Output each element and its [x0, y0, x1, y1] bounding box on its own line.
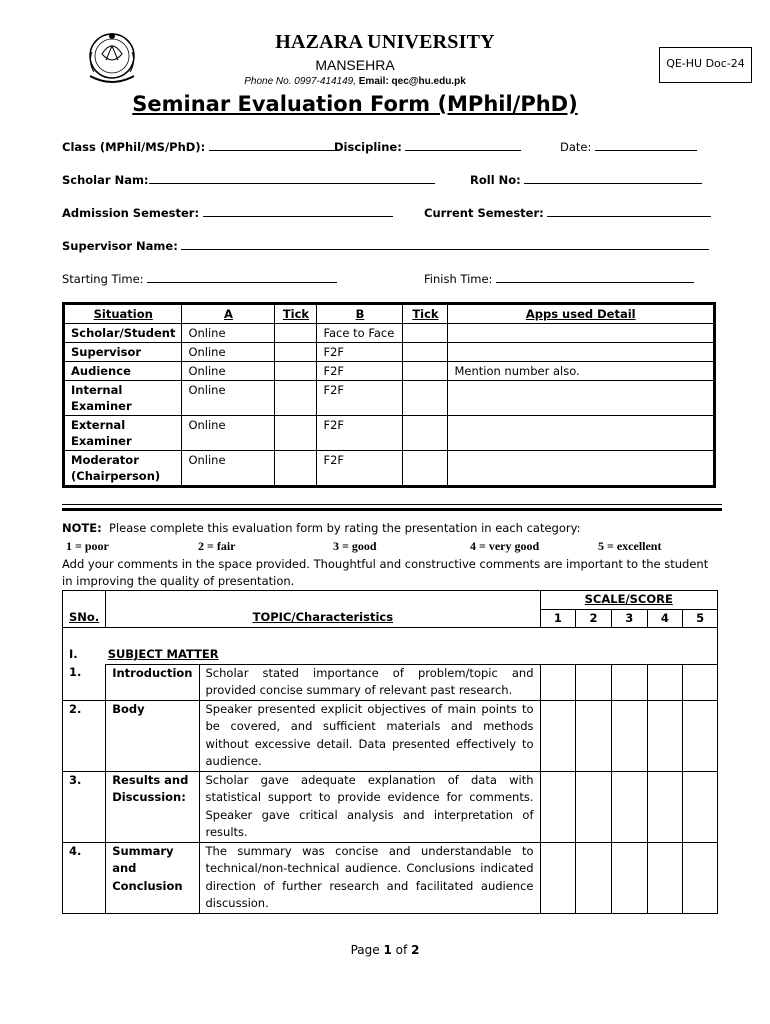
- option-a-cell: Online: [182, 343, 275, 362]
- table-row: [64, 362, 715, 381]
- header-tick-a: Tick: [275, 304, 317, 324]
- table-row: [63, 700, 718, 771]
- item-description: Scholar gave adequate explanation of data with statistical support to provide evidence for comments. Speaker gave critical analysis and interpretation of results.: [199, 771, 540, 842]
- score-cell-4[interactable]: [647, 771, 683, 842]
- score-cell-3[interactable]: [611, 842, 647, 913]
- class-blank[interactable]: [209, 139, 337, 151]
- tick-b-cell[interactable]: [403, 416, 448, 451]
- situation-table: [62, 302, 716, 488]
- apps-cell[interactable]: [448, 343, 715, 362]
- scholar-name-field[interactable]: [62, 172, 435, 187]
- situation-cell: External Examiner: [64, 416, 182, 451]
- item-name: Introduction: [106, 664, 199, 700]
- situation-cell: Supervisor: [64, 343, 182, 362]
- situation-cell: Moderator (Chairperson): [64, 451, 182, 487]
- finish-time-label: Finish Time:: [424, 272, 493, 286]
- divider-thin: [62, 504, 722, 505]
- item-number: 2.: [63, 700, 106, 771]
- tick-b-cell[interactable]: [403, 381, 448, 416]
- situation-cell: Scholar/Student: [64, 324, 182, 343]
- starting-time-field[interactable]: [62, 271, 337, 286]
- score-cell-1[interactable]: [540, 664, 576, 700]
- tick-b-cell[interactable]: [403, 343, 448, 362]
- option-a-cell: Online: [182, 362, 275, 381]
- university-city: MANSEHRA: [315, 57, 395, 73]
- score-cell-3[interactable]: [611, 664, 647, 700]
- date-blank[interactable]: [595, 139, 697, 151]
- admission-semester-blank[interactable]: [203, 205, 393, 217]
- header-tick-b: Tick: [403, 304, 448, 324]
- starting-time-blank[interactable]: [147, 271, 337, 283]
- score-cell-1[interactable]: [540, 842, 576, 913]
- note-text: Please complete this evaluation form by rating the presentation in each category:: [109, 521, 581, 535]
- note-line: [62, 521, 580, 535]
- page-total: 2: [411, 943, 420, 957]
- score-cell-5[interactable]: [683, 771, 718, 842]
- item-name: Results and Discussion:: [106, 771, 199, 842]
- apps-cell[interactable]: [448, 324, 715, 343]
- item-number: 3.: [63, 771, 106, 842]
- score-2-header: 2: [576, 609, 612, 628]
- university-name: HAZARA UNIVERSITY: [275, 31, 495, 53]
- discipline-field[interactable]: [334, 139, 521, 154]
- score-cell-3[interactable]: [611, 771, 647, 842]
- score-cell-5[interactable]: [683, 664, 718, 700]
- document-code-box: QE-HU Doc-24: [659, 47, 752, 83]
- table-row: [64, 416, 715, 451]
- option-a-cell: Online: [182, 451, 275, 487]
- tick-b-cell[interactable]: [403, 451, 448, 487]
- tick-a-cell[interactable]: [275, 381, 317, 416]
- finish-time-blank[interactable]: [496, 271, 694, 283]
- option-b-cell: F2F: [317, 451, 403, 487]
- item-name: Summary and Conclusion: [106, 842, 199, 913]
- score-cell-5[interactable]: [683, 842, 718, 913]
- item-description: Scholar stated importance of problem/topic and provided concise summary of relevant past research.: [199, 664, 540, 700]
- finish-time-field[interactable]: [424, 271, 694, 286]
- contact-line: [0, 76, 710, 87]
- discipline-label: Discipline:: [334, 140, 402, 154]
- topic-header: TOPIC/Characteristics: [252, 609, 394, 624]
- header-b: B: [317, 304, 403, 324]
- situation-cell: Audience: [64, 362, 182, 381]
- apps-cell[interactable]: [448, 451, 715, 487]
- supervisor-label: Supervisor Name:: [62, 239, 178, 253]
- item-number: 1.: [63, 664, 106, 700]
- table-row: [63, 771, 718, 842]
- phone-number: Phone No. 0997-414149,: [244, 76, 356, 87]
- class-label: Class (MPhil/MS/PhD):: [62, 140, 206, 154]
- option-b-cell: Face to Face: [317, 324, 403, 343]
- header-apps: Apps used Detail: [448, 304, 715, 324]
- option-b-cell: F2F: [317, 381, 403, 416]
- score-cell-2[interactable]: [576, 771, 612, 842]
- tick-a-cell[interactable]: [275, 451, 317, 487]
- scale-header: SCALE/SCORE: [584, 592, 673, 606]
- scale-header-cell: [540, 591, 717, 610]
- score-cell-2[interactable]: [576, 700, 612, 771]
- discipline-blank[interactable]: [405, 139, 521, 151]
- score-cell-5[interactable]: [683, 700, 718, 771]
- page-footer: [0, 943, 770, 957]
- class-field[interactable]: [62, 139, 337, 154]
- score-cell-3[interactable]: [611, 700, 647, 771]
- of-word: of: [395, 943, 408, 957]
- sno-header: SNo.: [69, 609, 100, 624]
- header-a: A: [182, 304, 275, 324]
- table-row: [63, 664, 718, 700]
- table-row: [64, 343, 715, 362]
- option-b-cell: F2F: [317, 416, 403, 451]
- scale-very-good: 4 = very good: [470, 539, 540, 553]
- situation-header-row: [64, 304, 715, 324]
- scholar-name-label: Scholar Nam:: [62, 173, 149, 187]
- section-title: SUBJECT MATTER: [107, 647, 219, 661]
- scale-good: 3 = good: [333, 539, 377, 553]
- divider-thick: [62, 508, 722, 511]
- section-title-cell: [106, 628, 718, 665]
- table-row: [64, 381, 715, 416]
- table-row: [64, 324, 715, 343]
- page-word: Page: [350, 943, 380, 957]
- note-label: NOTE:: [62, 521, 102, 535]
- option-a-cell: Online: [182, 381, 275, 416]
- score-cell-2[interactable]: [576, 842, 612, 913]
- score-3-header: 3: [611, 609, 647, 628]
- topic-header-cell: [106, 591, 540, 628]
- admission-semester-field[interactable]: [62, 205, 393, 220]
- table-row: [63, 842, 718, 913]
- scale-fair: 2 = fair: [198, 539, 236, 553]
- current-semester-field[interactable]: [424, 205, 711, 220]
- scholar-name-blank[interactable]: [149, 172, 435, 184]
- starting-time-label: Starting Time:: [62, 272, 144, 286]
- item-name: Body: [106, 700, 199, 771]
- date-field[interactable]: [560, 139, 697, 154]
- table-row: [64, 451, 715, 487]
- score-cell-2[interactable]: [576, 664, 612, 700]
- item-description: Speaker presented explicit objectives of main points to be covered, and sufficient materials and methods without excessive detail. Data presented effectively to audience.: [199, 700, 540, 771]
- roll-no-field[interactable]: [470, 172, 702, 187]
- option-a-cell: Online: [182, 324, 275, 343]
- tick-b-cell[interactable]: [403, 324, 448, 343]
- score-cell-4[interactable]: [647, 842, 683, 913]
- item-description: The summary was concise and understandable to technical/non-technical audience. Conclusions indicated direction of further research and facilitated audience discussion.: [199, 842, 540, 913]
- tick-b-cell[interactable]: [403, 362, 448, 381]
- apps-cell[interactable]: [448, 381, 715, 416]
- date-label: Date:: [560, 140, 592, 154]
- scale-header-row: [63, 591, 718, 610]
- tick-a-cell[interactable]: [275, 324, 317, 343]
- tick-a-cell[interactable]: [275, 416, 317, 451]
- scale-poor: 1 = poor: [66, 539, 109, 553]
- apps-cell[interactable]: [448, 416, 715, 451]
- item-number: 4.: [63, 842, 106, 913]
- page-number: 1: [383, 943, 392, 957]
- option-a-cell: Online: [182, 416, 275, 451]
- form-title: Seminar Evaluation Form (MPhil/PhD): [132, 92, 578, 116]
- apps-cell[interactable]: Mention number also.: [448, 362, 715, 381]
- section-number: I.: [63, 628, 106, 665]
- header-situation: Situation: [64, 304, 182, 324]
- score-4-header: 4: [647, 609, 683, 628]
- instructions-text: Add your comments in the space provided. Thoughtful and constructive comments are important to the student in improving the quality of presentation.: [62, 557, 709, 588]
- roll-no-blank[interactable]: [524, 172, 702, 184]
- supervisor-field[interactable]: [62, 238, 709, 253]
- current-semester-blank[interactable]: [547, 205, 711, 217]
- sno-header-cell: [63, 591, 106, 628]
- situation-cell: Internal Examiner: [64, 381, 182, 416]
- evaluation-table: [62, 590, 718, 914]
- email-address: Email: qec@hu.edu.pk: [358, 76, 466, 87]
- score-cell-4[interactable]: [647, 664, 683, 700]
- supervisor-blank[interactable]: [181, 238, 709, 250]
- option-b-cell: F2F: [317, 362, 403, 381]
- score-cell-1[interactable]: [540, 771, 576, 842]
- score-5-header: 5: [683, 609, 718, 628]
- roll-no-label: Roll No:: [470, 173, 521, 187]
- score-1-header: 1: [540, 609, 576, 628]
- score-cell-1[interactable]: [540, 700, 576, 771]
- score-cell-4[interactable]: [647, 700, 683, 771]
- tick-a-cell[interactable]: [275, 362, 317, 381]
- option-b-cell: F2F: [317, 343, 403, 362]
- section-row: [63, 628, 718, 665]
- current-semester-label: Current Semester:: [424, 206, 544, 220]
- admission-semester-label: Admission Semester:: [62, 206, 200, 220]
- tick-a-cell[interactable]: [275, 343, 317, 362]
- scale-excellent: 5 = excellent: [598, 539, 662, 553]
